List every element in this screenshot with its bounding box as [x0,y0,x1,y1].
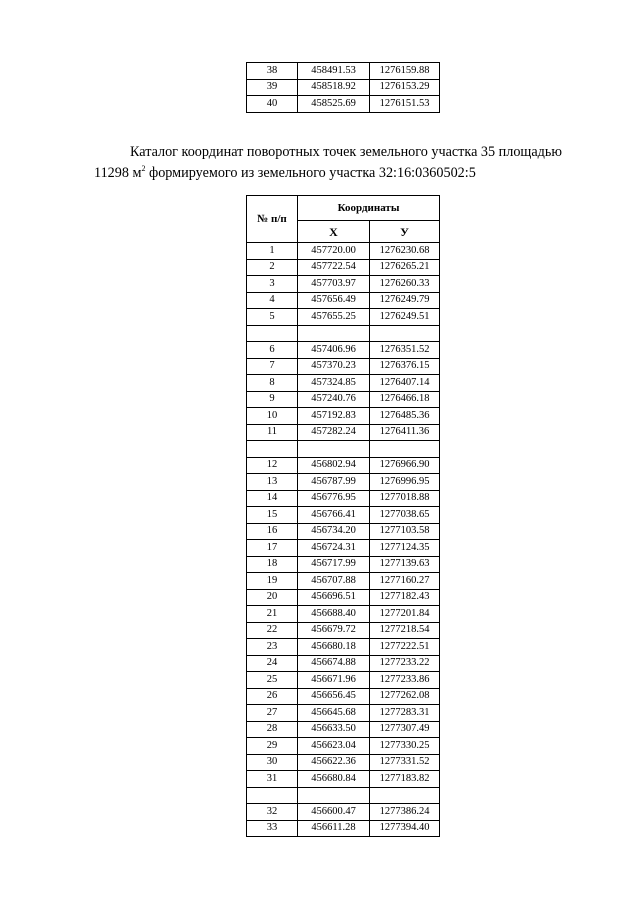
cell-y: 1276407.14 [370,375,440,392]
cell-point-number: 32 [247,804,298,821]
cell-point-number: 10 [247,408,298,425]
cell-point-number: 14 [247,490,298,507]
cell-y: 1277139.63 [370,556,440,573]
cell-point-number: 21 [247,606,298,623]
cell-x: 456776.95 [298,490,370,507]
cell-point-number: 25 [247,672,298,689]
table-row [247,292,440,309]
cell-y: 1276249.79 [370,292,440,309]
table-row [247,523,440,540]
cell-point-number: 24 [247,655,298,672]
cell-point-number: 6 [247,342,298,359]
cell-x: 456656.45 [298,688,370,705]
cell-x [298,787,370,804]
cell-y: 1276996.95 [370,474,440,491]
cell-point-number: 23 [247,639,298,656]
cell-x: 456674.88 [298,655,370,672]
table-row [247,63,440,80]
cell-y: 1277201.84 [370,606,440,623]
cell-x: 456600.47 [298,804,370,821]
cell-x: 457240.76 [298,391,370,408]
header-coordinates: Координаты [298,196,440,221]
cell-point-number: 28 [247,721,298,738]
table-row [247,391,440,408]
cell-x: 457720.00 [298,243,370,260]
cell-point-number: 26 [247,688,298,705]
cell-y: 1277233.86 [370,672,440,689]
heading-parcel-text: формируемого из земельного участка 32:16:0360502:5 [145,165,476,181]
header-point-number: № п/п [247,196,298,243]
cell-y [370,441,440,458]
cell-y: 1276159.88 [370,63,440,80]
cell-y: 1277330.25 [370,738,440,755]
coordinates-body [247,243,440,837]
table-row [247,259,440,276]
table-row [247,820,440,837]
cell-x: 456802.94 [298,457,370,474]
cell-x: 456679.72 [298,622,370,639]
table-row [247,688,440,705]
cell-x: 456724.31 [298,540,370,557]
cell-point-number: 19 [247,573,298,590]
cell-y: 1277394.40 [370,820,440,837]
cell-x: 457370.23 [298,358,370,375]
cell-x: 456734.20 [298,523,370,540]
table-row [247,589,440,606]
table-row [247,243,440,260]
cell-x: 456622.36 [298,754,370,771]
table-row [247,358,440,375]
cell-point-number: 15 [247,507,298,524]
cell-point-number: 29 [247,738,298,755]
header-y: У [370,221,440,243]
cell-point-number: 13 [247,474,298,491]
cell-point-number: 8 [247,375,298,392]
cell-x: 456707.88 [298,573,370,590]
cell-y: 1277160.27 [370,573,440,590]
cell-y: 1277124.35 [370,540,440,557]
cell-point-number: 33 [247,820,298,837]
table-row [247,787,440,804]
cell-y: 1277218.54 [370,622,440,639]
table-row [247,672,440,689]
heading-area-unit-superscript: 2 [141,164,146,173]
cell-x [298,325,370,342]
cell-y: 1276151.53 [370,96,440,113]
catalog-heading [94,142,614,184]
table-row [247,309,440,326]
cell-x: 456688.40 [298,606,370,623]
table-row [247,96,440,113]
cell-x: 457722.54 [298,259,370,276]
cell-point-number: 38 [247,63,298,80]
cell-x: 456611.28 [298,820,370,837]
cell-y: 1277386.24 [370,804,440,821]
heading-line-1: Каталог координат поворотных точек земельного участка 35 площадью [130,144,562,160]
cell-point-number: 5 [247,309,298,326]
table-row [247,721,440,738]
table-row [247,754,440,771]
cell-x: 458491.53 [298,63,370,80]
table-row [247,507,440,524]
cell-x: 456787.99 [298,474,370,491]
cell-x: 458518.92 [298,79,370,96]
cell-point-number [247,441,298,458]
cell-x: 457406.96 [298,342,370,359]
cell-y: 1276249.51 [370,309,440,326]
cell-y: 1276260.33 [370,276,440,293]
cell-y: 1276351.52 [370,342,440,359]
cell-y: 1277233.22 [370,655,440,672]
table-row [247,490,440,507]
coordinates-table [246,195,440,837]
cell-y: 1276485.36 [370,408,440,425]
cell-point-number: 17 [247,540,298,557]
cell-x: 457324.85 [298,375,370,392]
cell-y: 1277038.65 [370,507,440,524]
table-row [247,457,440,474]
cell-point-number: 12 [247,457,298,474]
cell-y: 1277262.08 [370,688,440,705]
cell-x: 456696.51 [298,589,370,606]
cell-point-number: 2 [247,259,298,276]
cell-y: 1276153.29 [370,79,440,96]
table-row [247,705,440,722]
continued-coordinates-table [246,62,440,113]
cell-point-number: 11 [247,424,298,441]
cell-x: 457282.24 [298,424,370,441]
cell-y [370,325,440,342]
cell-x: 456633.50 [298,721,370,738]
cell-point-number [247,787,298,804]
cell-y: 1276966.90 [370,457,440,474]
table-row [247,804,440,821]
cell-point-number: 39 [247,79,298,96]
cell-y: 1276376.15 [370,358,440,375]
table-row [247,573,440,590]
cell-x: 456623.04 [298,738,370,755]
header-x: Х [298,221,370,243]
table-row [247,474,440,491]
cell-point-number: 9 [247,391,298,408]
table-row [247,556,440,573]
cell-y: 1276466.18 [370,391,440,408]
cell-point-number: 7 [247,358,298,375]
cell-y: 1276230.68 [370,243,440,260]
cell-y: 1276411.36 [370,424,440,441]
cell-point-number: 3 [247,276,298,293]
cell-y: 1277283.31 [370,705,440,722]
table-row [247,639,440,656]
cell-y: 1277222.51 [370,639,440,656]
table-row [247,79,440,96]
cell-x: 456717.99 [298,556,370,573]
table-row [247,622,440,639]
cell-y: 1277183.82 [370,771,440,788]
cell-point-number: 20 [247,589,298,606]
cell-point-number: 30 [247,754,298,771]
cell-x: 457656.49 [298,292,370,309]
cell-point-number: 4 [247,292,298,309]
cell-x [298,441,370,458]
table-row [247,441,440,458]
cell-point-number: 18 [247,556,298,573]
table-row [247,375,440,392]
cell-point-number: 31 [247,771,298,788]
cell-x: 456680.18 [298,639,370,656]
cell-y [370,787,440,804]
cell-x: 457192.83 [298,408,370,425]
cell-y: 1277307.49 [370,721,440,738]
cell-x: 458525.69 [298,96,370,113]
table-row [247,408,440,425]
heading-area: 11298 м [94,165,142,181]
table-row [247,771,440,788]
table-row [247,655,440,672]
cell-point-number: 40 [247,96,298,113]
table-row [247,325,440,342]
table-row [247,540,440,557]
table-row [247,738,440,755]
cell-point-number: 22 [247,622,298,639]
table-row [247,424,440,441]
cell-x: 456645.68 [298,705,370,722]
cell-x: 456766.41 [298,507,370,524]
continued-coordinates-body [247,63,440,113]
table-row [247,276,440,293]
cell-y: 1277103.58 [370,523,440,540]
cell-x: 456671.96 [298,672,370,689]
cell-point-number: 16 [247,523,298,540]
cell-x: 456680.84 [298,771,370,788]
cell-y: 1277331.52 [370,754,440,771]
cell-x: 457655.25 [298,309,370,326]
cell-y: 1277182.43 [370,589,440,606]
cell-y: 1277018.88 [370,490,440,507]
cell-point-number: 1 [247,243,298,260]
table-row [247,342,440,359]
table-row [247,606,440,623]
heading-line-2 [94,163,614,184]
cell-point-number: 27 [247,705,298,722]
cell-point-number [247,325,298,342]
cell-x: 457703.97 [298,276,370,293]
cell-y: 1276265.21 [370,259,440,276]
